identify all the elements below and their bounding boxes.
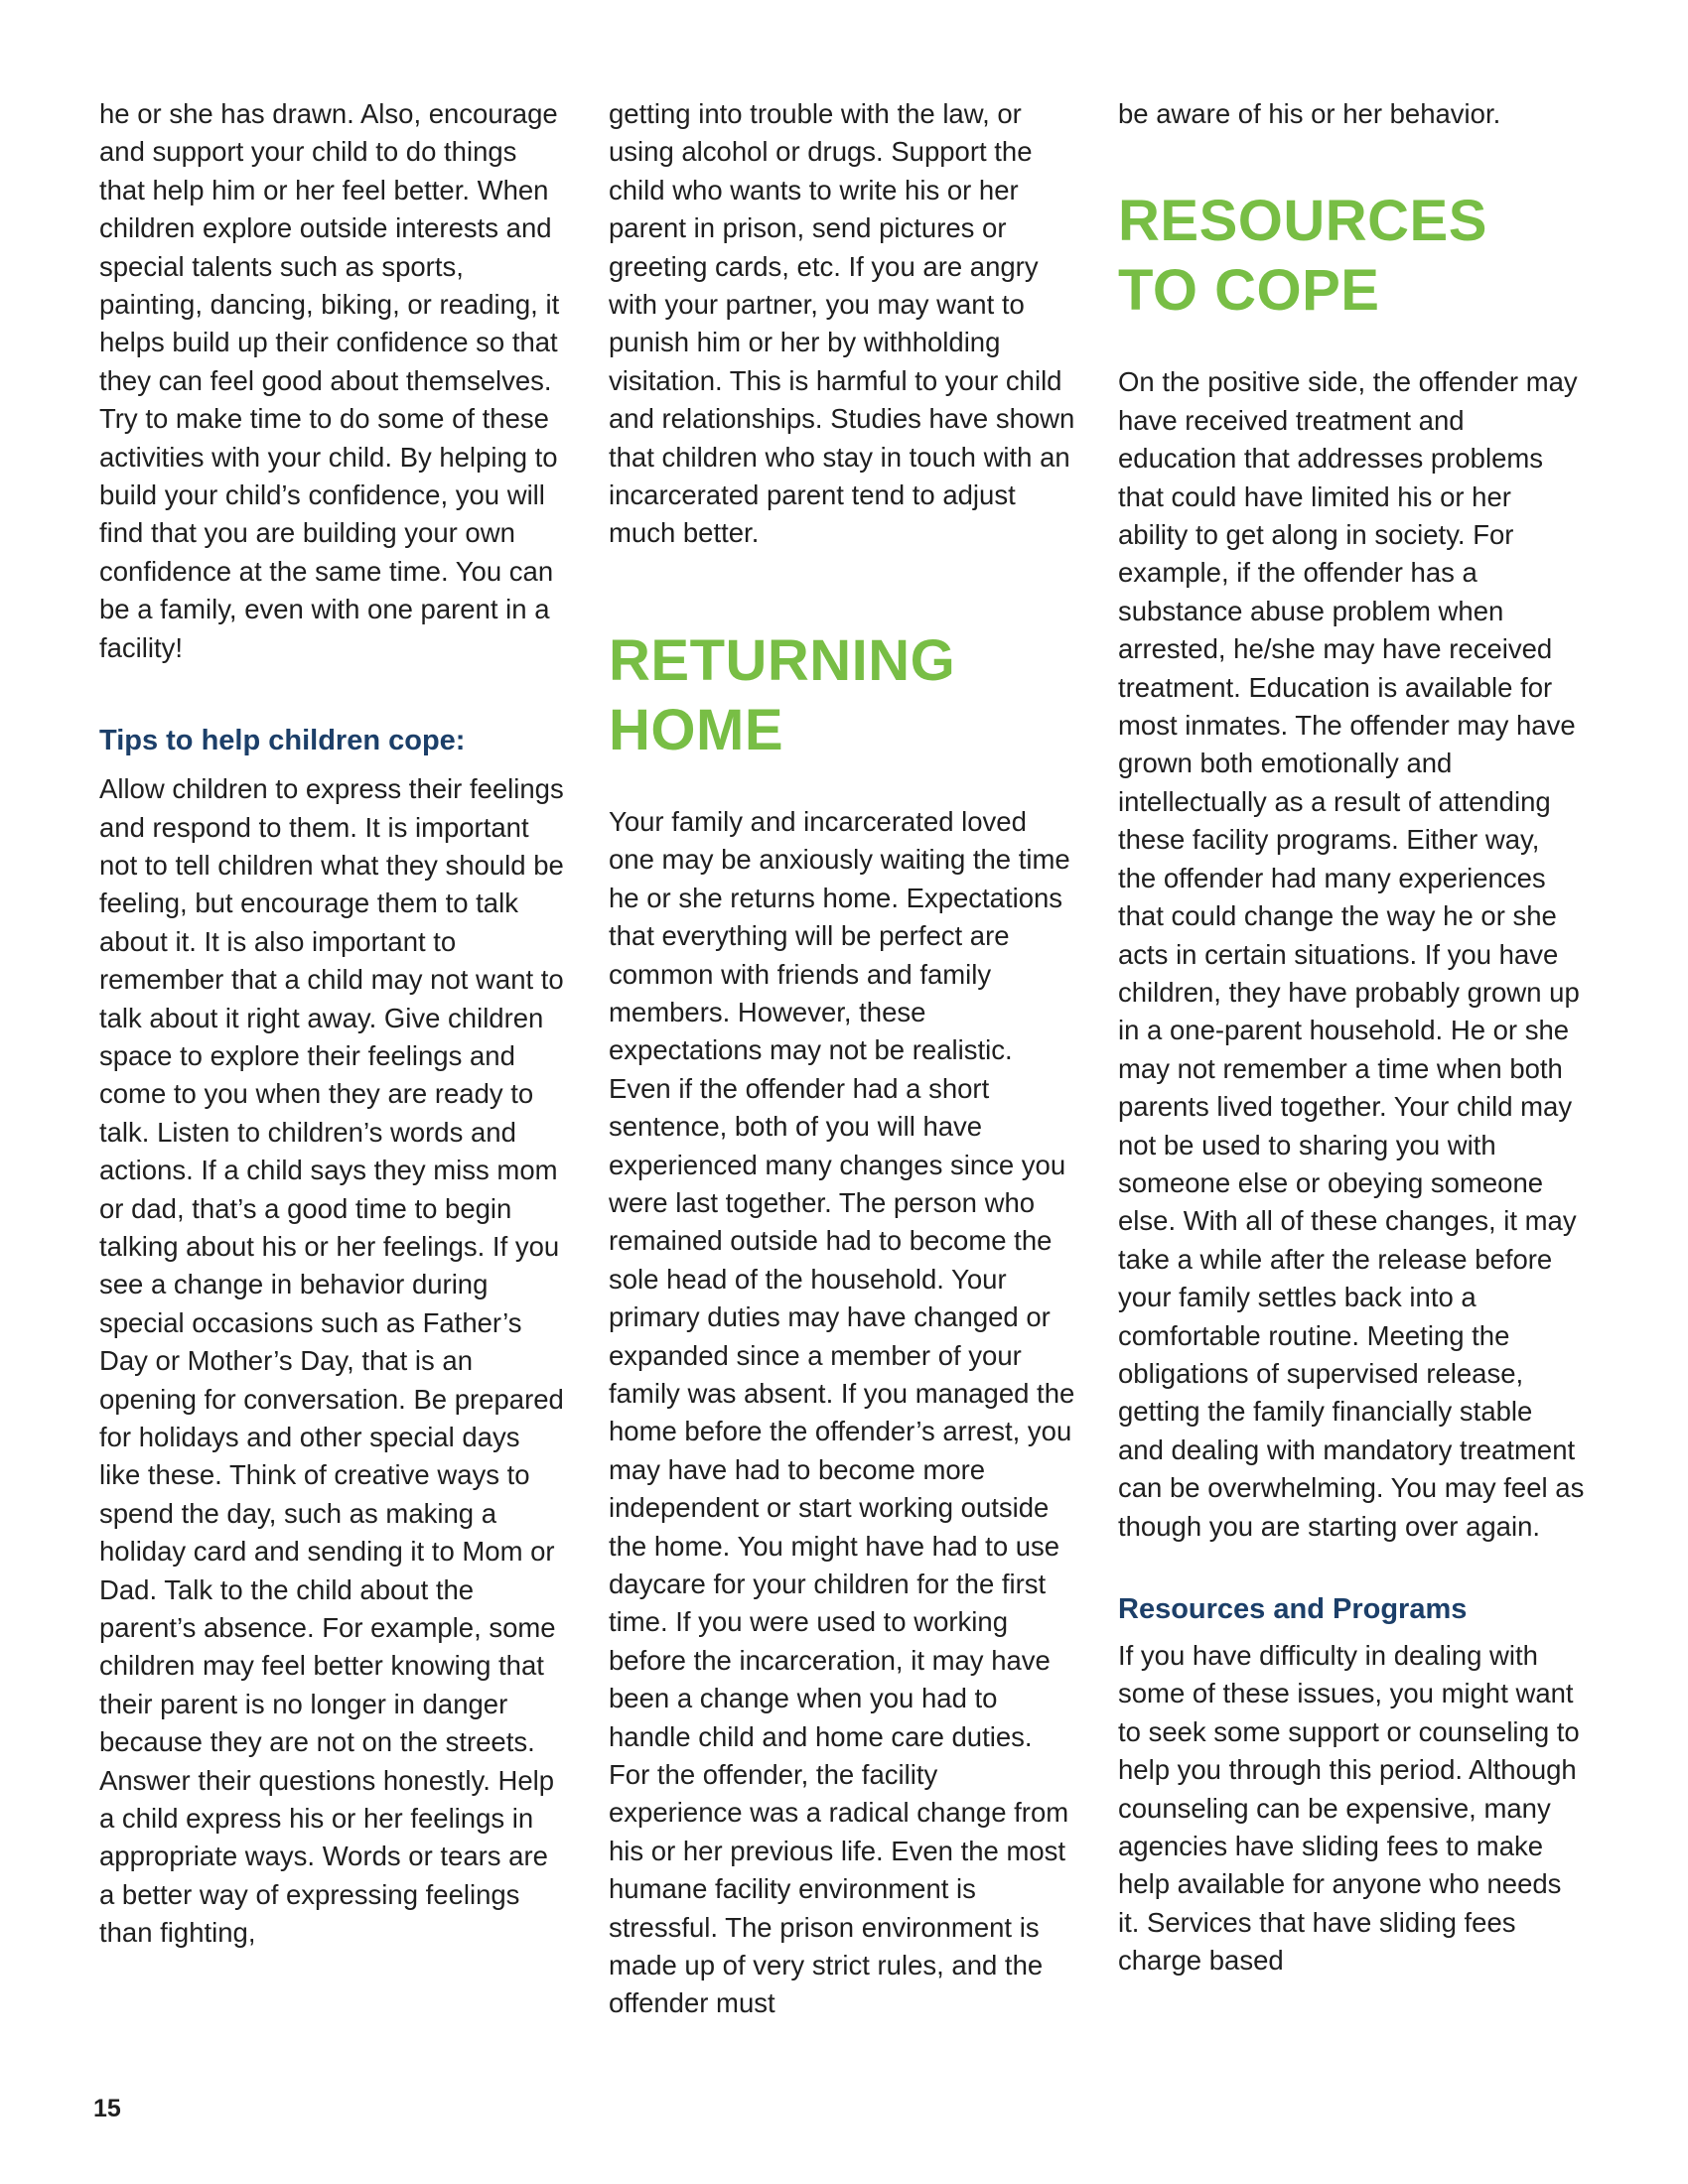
intro-paragraph: he or she has drawn. Also, encourage and support your child to do things that help him or her feel better. When children explore outside interests and special talents such as sports, painting, dancing, biking, or reading, it helps build up their confidence so that they can feel good about themselves. Try to make time to do some of these activities with your child. By helping to build your child’s confidence, you will find that you are building your own confidence at the same time. You can be a family, even with one parent in a facility! xyxy=(99,98,560,663)
continuation-paragraph: be aware of his or her behavior. xyxy=(1118,98,1501,129)
continuation-paragraph: getting into trouble with the law, or using alcohol or drugs. Support the child who wants to write his or her parent in prison, send pictures or greeting cards, etc. If you are angry with your partner, you may want to punish him or her by withholding visitation. This is harmful to your child and relationships. Studies have shown that children who stay in touch with an incarcerated parent tend to adjust much better. xyxy=(609,98,1075,549)
paragraph-spacer xyxy=(99,667,566,721)
resources-programs-heading: Resources and Programs xyxy=(1118,1593,1468,1625)
returning-home-heading xyxy=(609,626,1075,765)
returning-heading-line-2: HOME xyxy=(609,697,783,762)
returning-heading-line-1: RETURNING xyxy=(609,627,956,693)
resources-paragraph: On the positive side, the offender may have received treatment and education that addresses problems that could have limited his or her ability to get along in society. For example, if the offender has a substance abuse problem when arrested, he/she may have received treatment. Education is available for most inmates. The offender may have grown both emotionally and intellectually as a result of attending these facility programs. Either way, the offender had many experiences that could change the way he or she acts in certain situations. If you have children, they have probably grown up in a one-parent household. He or she may not remember a time when both parents lived together. Your child may not be used to sharing you with someone else or obeying someone else. With all of these changes, it may take a while after the release before your family settles back into a comfortable routine. Meeting the obligations of supervised release, getting the family financially stable and dealing with mandatory treatment can be overwhelming. You may feel as though you are starting over again. xyxy=(1118,366,1585,1542)
resources-heading-line-1: RESOURCES xyxy=(1118,189,1487,254)
page-number: 15 xyxy=(93,2095,121,2122)
text-column-left xyxy=(99,95,566,1953)
resources-to-cope-heading xyxy=(1118,187,1585,326)
resources-heading-line-2: TO COPE xyxy=(1118,258,1380,324)
text-column-middle xyxy=(609,95,1075,2023)
tips-paragraph: Allow children to express their feelings and respond to them. It is important not to tell children what they should be feeling, but encourage them to talk about it. It is also important to remember that a child may not want to talk about it right away. Give children space to explore their feelings and come to you when they are ready to talk. Listen to children’s words and actions. If a child says they miss mom or dad, that’s a good time to begin talking about his or her feelings. If you see a change in behavior during special occasions such as Father’s Day or Mother’s Day, that is an opening for conversation. Be prepared for holidays and other special days like these. Think of creative ways to spend the day, such as making a holiday card and sending it to Mom or Dad. Talk to the child about the parent’s absence. For example, some children may feel better knowing that their parent is no longer in danger because they are not on the streets. Answer their questions honestly. Help a child express his or her feelings in appropriate ways. Words or tears are a better way of expressing feelings than fighting, xyxy=(99,773,564,1949)
text-column-right xyxy=(1118,95,1585,1980)
tips-heading: Tips to help children cope: xyxy=(99,725,466,757)
programs-paragraph: If you have difficulty in dealing with some of these issues, you might want to seek some support or counseling to help you through this period. Although counseling can be expensive, many agencies have sliding fees to make help available for anyone who needs it. Services that have sliding fees charge based xyxy=(1118,1640,1580,1977)
returning-home-paragraph: Your family and incarcerated loved one may be anxiously waiting the time he or she returns home. Expectations that everything will be perfect are common with friends and family members. However, these expectations may not be realistic. Even if the offender had a short sentence, both of you will have experienced many changes since you were last together. The person who remained outside had to become the sole head of the household. Your primary duties may have changed or expanded since a member of your family was absent. If you managed the home before the offender’s arrest, you may have had to become more independent or start working outside the home. You might have had to use daycare for your children for the first time. If you were used to working before the incarceration, it may have been a change when you had to handle child and home care duties. For the offender, the facility experience was a radical change from his or her previous life. Even the most humane facility environment is stressful. The prison environment is made up of very strict rules, and the offender must xyxy=(609,805,1075,2019)
